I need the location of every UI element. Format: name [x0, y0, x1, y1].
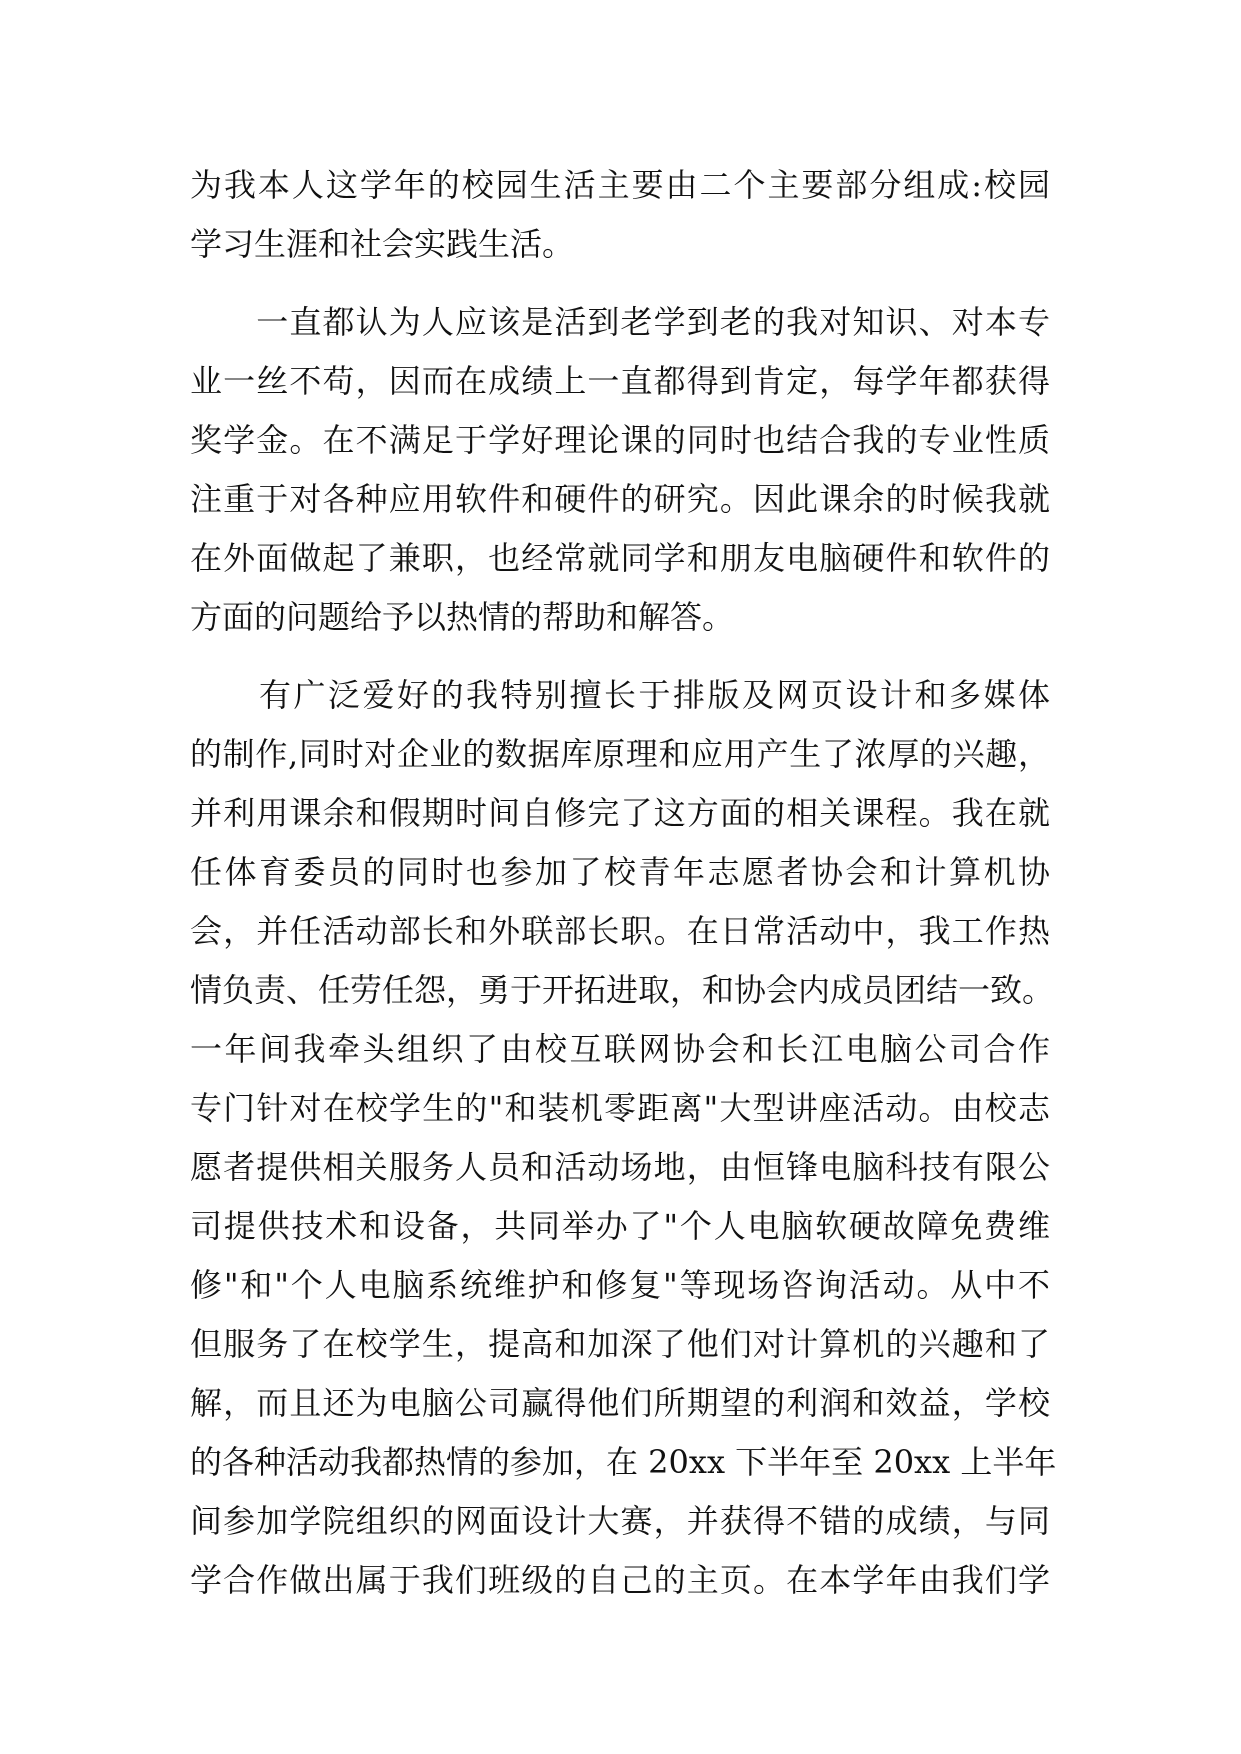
text-line: 解，而且还为电脑公司赢得他们所期望的利润和效益，学校: [190, 1384, 1050, 1422]
text-line: 间参加学院组织的网面设计大赛，并获得不错的成绩，与同: [190, 1502, 1050, 1540]
text-line: 一直都认为人应该是活到老学到老的我对知识、对本专: [190, 303, 1050, 341]
text-line: 为我本人这学年的校园生活主要由二个主要部分组成:校园: [190, 166, 1050, 204]
text-line: 奖学金。在不满足于学好理论课的同时也结合我的专业性质: [190, 421, 1050, 459]
text-line: 一年间我牵头组织了由校互联网协会和长江电脑公司合作: [190, 1030, 1050, 1068]
text-line: 司提供技术和设备，共同举办了"个人电脑软硬故障免费维: [190, 1207, 1050, 1245]
text-line: 业一丝不苟，因而在成绩上一直都得到肯定，每学年都获得: [190, 362, 1050, 400]
text-line: 并利用课余和假期时间自修完了这方面的相关课程。我在就: [190, 794, 1050, 832]
text-line: 有广泛爱好的我特别擅长于排版及网页设计和多媒体: [190, 676, 1050, 714]
text-line: 注重于对各种应用软件和硬件的研究。因此课余的时候我就: [190, 480, 1050, 518]
text-line: 专门针对在校学生的"和装机零距离"大型讲座活动。由校志: [190, 1089, 1050, 1127]
paragraph-gap: [190, 647, 1050, 666]
body-text: [190, 156, 1057, 1610]
text-line: 修"和"个人电脑系统维护和修复"等现场咨询活动。从中不: [190, 1266, 1050, 1304]
text-line: 愿者提供相关服务人员和活动场地，由恒锋电脑科技有限公: [190, 1148, 1050, 1186]
text-line: 任体育委员的同时也参加了校青年志愿者协会和计算机协: [190, 853, 1050, 891]
text-line: 学合作做出属于我们班级的自己的主页。在本学年由我们学: [190, 1561, 1050, 1599]
text-line: 在外面做起了兼职，也经常就同学和朋友电脑硬件和软件的: [190, 539, 1050, 577]
paragraph-gap: [190, 274, 1050, 293]
text-line: 但服务了在校学生，提高和加深了他们对计算机的兴趣和了: [190, 1325, 1050, 1363]
text-line: 会，并任活动部长和外联部长职。在日常活动中，我工作热: [190, 912, 1050, 950]
text-line: 学习生涯和社会实践生活。: [190, 225, 575, 263]
text-line: 的制作,同时对企业的数据库原理和应用产生了浓厚的兴趣，: [190, 735, 1050, 773]
text-line: 的各种活动我都热情的参加，在 20xx 下半年至 20xx 上半年: [190, 1443, 1057, 1481]
text-line: 情负责、任劳任怨，勇于开拓进取，和协会内成员团结一致。: [190, 971, 1055, 1009]
text-line: 方面的问题给予以热情的帮助和解答。: [190, 598, 735, 636]
